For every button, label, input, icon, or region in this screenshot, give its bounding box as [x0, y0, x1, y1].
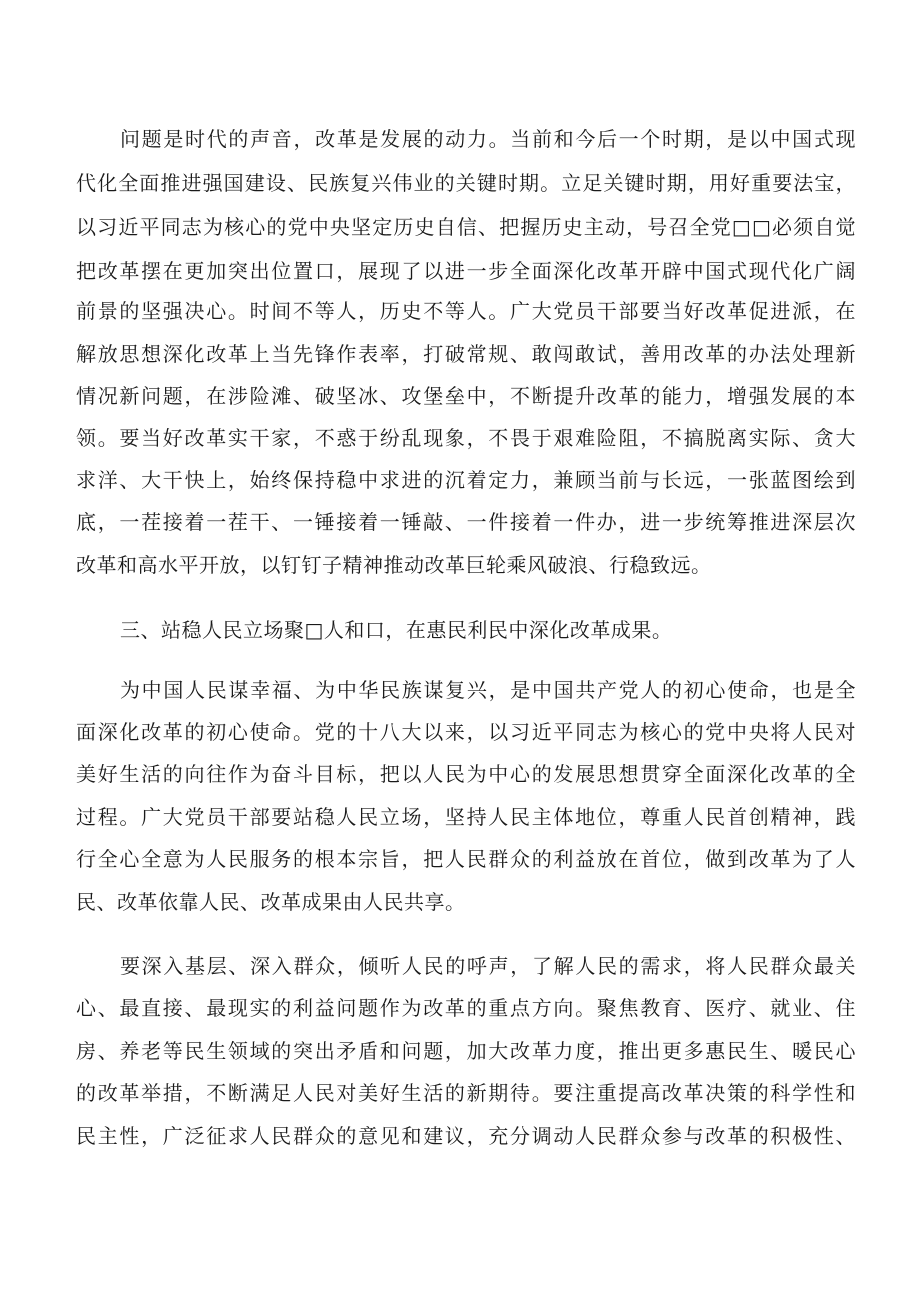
- paragraph-1-line-7: 情况新问题，在涉险滩、破坚冰、攻堡垒中，不断提升改革的能力，增强发展的本: [76, 384, 856, 408]
- paragraph-1-line-10: 底，一茬接着一茬干、一锤接着一锤敲、一件接着一件办，进一步统筹推进深层次: [76, 510, 856, 534]
- paragraph-2-line-2: 面深化改革的初心使命。党的十八大以来，以习近平同志为核心的党中央将人民对: [76, 720, 856, 744]
- paragraph-2-line-3: 美好生活的向往作为奋斗目标，把以人民为中心的发展思想贯穿全面深化改革的全: [76, 762, 856, 786]
- paragraph-3-line-2: 心、最直接、最现实的利益问题作为改革的重点方向。聚焦教育、医疗、就业、住: [76, 996, 856, 1020]
- paragraph-3-line-1: 要深入基层、深入群众，倾听人民的呼声，了解人民的需求，将人民群众最关: [120, 954, 856, 978]
- paragraph-1-line-9: 求洋、大干快上，始终保持稳中求进的沉着定力，兼顾当前与长远，一张蓝图绘到: [76, 468, 856, 492]
- paragraph-3-line-3: 房、养老等民生领域的突出矛盾和问题，加大改革力度，推出更多惠民生、暖民心: [76, 1039, 856, 1063]
- paragraph-1-line-5: 前景的坚强决心。时间不等人，历史不等人。广大党员干部要当好改革促进派，在: [76, 299, 856, 323]
- paragraph-3-line-5: 民主性，广泛征求人民群众的意见和建议，充分调动人民群众参与改革的积极性、: [76, 1124, 856, 1148]
- paragraph-1-line-3: 以习近平同志为核心的党中央坚定历史自信、把握历史主动，号召全党□□必须自觉: [76, 215, 856, 239]
- paragraph-2-line-6: 民、改革依靠人民、改革成果由人民共享。: [76, 890, 466, 914]
- paragraph-1-line-4: 把改革摆在更加突出位置口，展现了以进一步全面深化改革开辟中国式现代化广阔: [76, 259, 856, 283]
- paragraph-1-line-6: 解放思想深化改革上当先锋作表率，打破常规、敢闯敢试，善用改革的办法处理新: [76, 342, 856, 366]
- section-heading: 三、站稳人民立场聚□人和口，在惠民利民中深化改革成果。: [120, 618, 673, 642]
- paragraph-1-line-8: 领。要当好改革实干家，不惑于纷乱现象，不畏于艰难险阻，不搞脱离实际、贪大: [76, 426, 856, 450]
- paragraph-2-line-1: 为中国人民谋幸福、为中华民族谋复兴，是中国共产党人的初心使命，也是全: [120, 678, 856, 702]
- paragraph-2-line-5: 行全心全意为人民服务的根本宗旨，把人民群众的利益放在首位，做到改革为了人: [76, 847, 856, 871]
- paragraph-1-line-1: 问题是时代的声音，改革是发展的动力。当前和今后一个时期，是以中国式现: [120, 127, 856, 151]
- paragraph-2-line-4: 过程。广大党员干部要站稳人民立场，坚持人民主体地位，尊重人民首创精神，践: [76, 805, 856, 829]
- paragraph-3-line-4: 的改革举措，不断满足人民对美好生活的新期待。要注重提高改革决策的科学性和: [76, 1081, 856, 1105]
- paragraph-1-line-11: 改革和高水平开放，以钉钉子精神推动改革巨轮乘风破浪、行稳致远。: [76, 553, 712, 577]
- paragraph-1-line-2: 代化全面推进强国建设、民族复兴伟业的关键时期。立足关键时期，用好重要法宝，: [76, 171, 856, 195]
